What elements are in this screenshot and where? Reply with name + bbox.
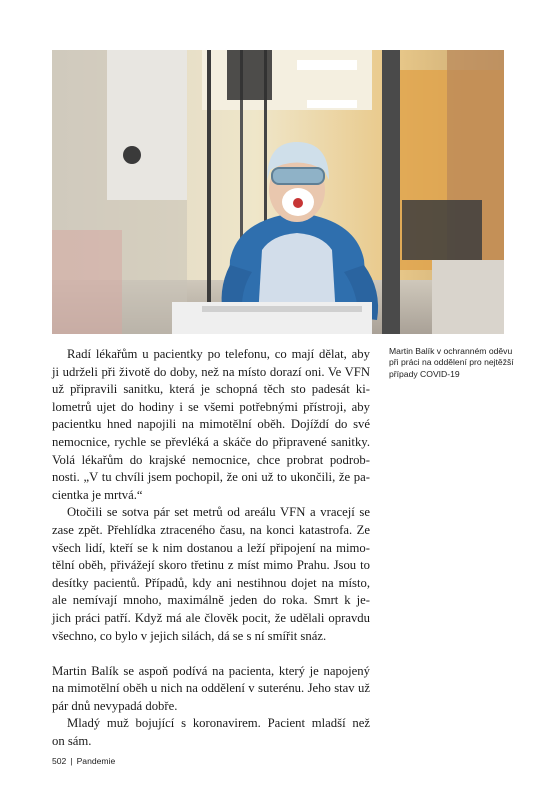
text-line: na mimotělní oběh u nich na oddělení v suterénu. Jeho stav už bbox=[52, 681, 370, 696]
text-line: ji udrželi při životě do doby, než na místo dorazí oni. Ve VFN bbox=[52, 364, 370, 379]
paragraph-1 bbox=[52, 346, 370, 504]
photo-caption bbox=[389, 346, 514, 380]
article-body bbox=[52, 346, 370, 751]
chapter-title: Pandemie bbox=[76, 756, 116, 766]
paragraph-2 bbox=[52, 504, 370, 645]
text-line: všech lidí, kteří se k nim dostanou a leží připojení na mimo- bbox=[52, 540, 370, 555]
text-line: Volá lékařům do krajské nemocnice, chce probrat podrob- bbox=[52, 452, 370, 467]
paragraph-4 bbox=[52, 715, 370, 750]
text-line: cientka je mrtvá.“ bbox=[52, 487, 143, 502]
caption-line: při práci na oddělení pro nejtěžší bbox=[389, 357, 514, 368]
text-line: on sám. bbox=[52, 734, 92, 749]
icu-doctor-photo-icon bbox=[52, 50, 504, 334]
text-line: tělní oběh, přivážejí skoro třetinu z míst mimo Prahu. Jsou to bbox=[52, 558, 370, 573]
text-line: Mladý muž bojující s koronavirem. Pacient mladší než bbox=[67, 716, 370, 731]
text-line: jich práci patří. Když má ale člověk pocit, že udělali opravdu bbox=[52, 610, 370, 625]
text-line: Otočili se sotva pár set metrů od areálu VFN a vracejí se bbox=[67, 505, 370, 520]
text-line: zase zpět. Přehlídka ztraceného času, na konci katastrofa. Ze bbox=[52, 522, 370, 537]
text-line: pacientku hned napojili na mimotělní oběh. Dojíždí do své bbox=[52, 417, 370, 432]
caption-line: Martin Balík v ochranném oděvu bbox=[389, 346, 513, 356]
text-line: desítky pacientů. Případů, kdy ani nestihnou dojet na místo, bbox=[52, 575, 370, 590]
text-line: lometrů ujet do hodiny i se všemi potřebnými přístroji, aby bbox=[52, 399, 370, 414]
text-line: ale nemívají mnoho, maximálně jeden do roka. Smrt k je- bbox=[52, 593, 370, 608]
text-line: všechno, co bylo v jejich silách, dá se s ní smířit snáz. bbox=[52, 628, 327, 643]
page-footer bbox=[52, 756, 115, 766]
text-line: Radí lékařům u pacientky po telefonu, co mají dělat, aby bbox=[67, 347, 370, 361]
paragraph-gap bbox=[52, 645, 370, 663]
text-line: nemocnice, rychle se převléká a skáče do připravené sanitky. bbox=[52, 434, 370, 449]
icu-photo bbox=[52, 50, 504, 334]
paragraph-3 bbox=[52, 663, 370, 716]
text-line: Martin Balík se aspoň podívá na pacienta, který je napojený bbox=[52, 663, 370, 678]
page-number: 502 bbox=[52, 756, 67, 766]
text-line: nosti. „V tu chvíli jsem pochopil, že oni už to ukončili, že pa- bbox=[52, 470, 370, 485]
caption-line: případy COVID-19 bbox=[389, 368, 460, 379]
text-line: už připravili sanitku, která je schopná těch sto padesát ki- bbox=[52, 382, 370, 397]
text-line: pár dnů nevypadá dobře. bbox=[52, 698, 178, 713]
footer-separator: | bbox=[70, 756, 73, 766]
